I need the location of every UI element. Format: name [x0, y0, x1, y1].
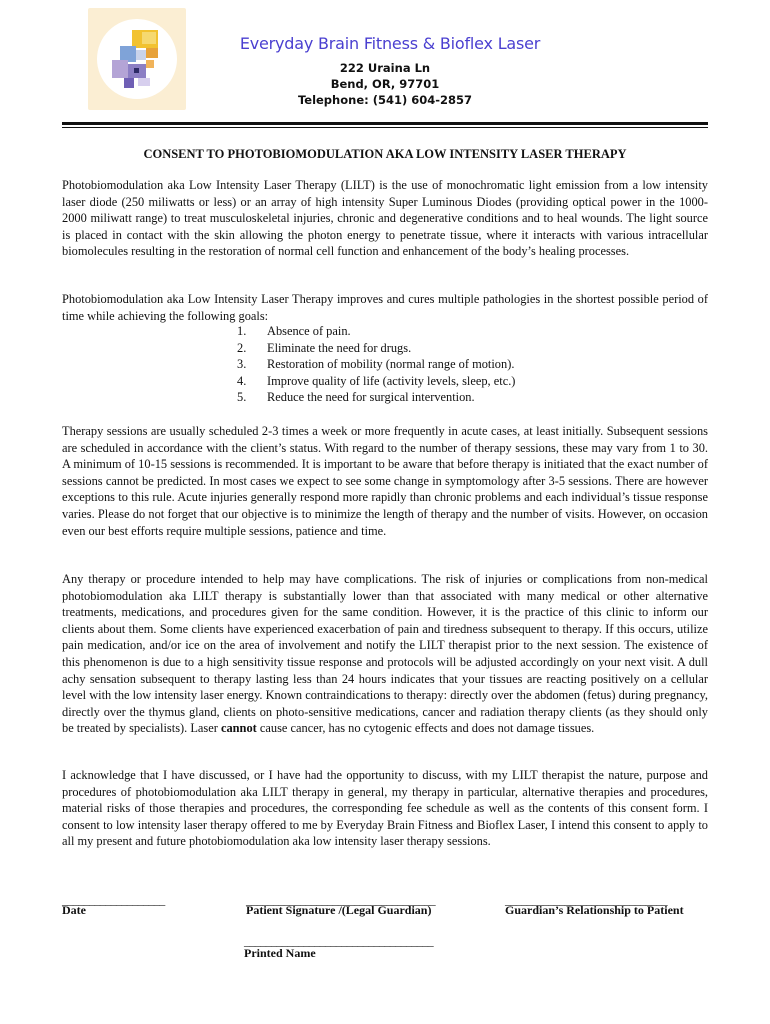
clinic-address	[235, 60, 535, 108]
complications-emphasis: cannot	[220, 721, 257, 736]
complications-text: Any therapy or procedure intended to help may have complications. The risk of injuries or complications from non-medical photobiomodulation aka LILT therapy is substantially lower than that associated with many medical or other alternative treatments, medications, and procedures given for the same condition. However, it is the practice of this clinic to inform our clients about them. Some clients have experienced exacerbation of pain and tiredness subsequent to therapy. If this occurs, utilize pain medication, and/or ice on the area of involvement and notify the LILT therapist prior to the next session. The existence of this phenomenon is due to a high sensitivity tissue response and protocols will be adjusted accordingly on your next visit. A dull achy sensation subsequent to therapy lasting less than 24 hours indicates that your tissues are reacting positively on a cellular level with the low intensity laser energy. Known contraindications to therapy: directly over the abdomen (fetus) during pregnancy, directly over the thymus gland, clients on photo-sensitive medications, cancer and radiation therapy clients (as they should only be treated by specialists). Laser	[62, 572, 708, 736]
goal-text: Reduce the need for surgical intervention.	[267, 390, 475, 405]
patient-signature-line[interactable]: ___________________________________	[246, 893, 436, 907]
goal-item	[237, 340, 515, 357]
goal-number: 2.	[237, 340, 247, 355]
header-divider-thick	[62, 122, 708, 125]
clinic-phone: Telephone: (541) 604-2857	[297, 93, 473, 107]
paragraph-definition: Photobiomodulation aka Low Intensity Laser Therapy (LILT) is the use of monochromatic light emission from a low intensity laser diode (250 miliwatts or less) or an array of high intensity Super Luminous Diodes (providing optical power in the 1000-2000 miliwatt range) to treat musculoskeletal injuries, chronic and degenerative conditions and to heal wounds. The light source is placed in contact with the skin allowing the photon energy to penetrate tissue, where it interacts with various intracellular biomolecules resulting in the restoration of normal cell function and enhancement of the body’s healing processes.	[62, 178, 708, 259]
goal-item	[237, 323, 515, 340]
goal-text: Improve quality of life (activity levels, sleep, etc.)	[267, 373, 516, 388]
document-title: CONSENT TO PHOTOBIOMODULATION AKA LOW INTENSITY LASER THERAPY	[143, 147, 627, 161]
guardian-relationship-label: Guardian’s Relationship to Patient	[505, 903, 684, 917]
paragraph-acknowledgement: I acknowledge that I have discussed, or I have had the opportunity to discuss, with my LILT therapist the nature, purpose and procedures of photobiomodulation aka LILT therapy in general, my therapy in particular, alternative therapies and procedures, material risks of those therapies and procedures, the corresponding fee schedule as well as the contents of this consent form. I consent to low intensity laser therapy offered to me by Everyday Brain Fitness and Bioflex Laser, I intend this consent to apply to all my present and future photobiomodulation aka low intensity laser therapy sessions.	[62, 768, 708, 849]
clinic-logo	[88, 8, 186, 110]
clinic-name: Everyday Brain Fitness & Bioflex Laser	[239, 34, 541, 53]
header-divider-thin	[62, 127, 708, 128]
date-signature-line[interactable]: ___________________	[62, 893, 165, 907]
paragraph-goals-intro: Photobiomodulation aka Low Intensity Laser Therapy improves and cures multiple pathologies in the shortest possible period of time while achieving the following goals:	[62, 292, 708, 323]
goals-list	[237, 323, 515, 406]
goal-number: 5.	[237, 390, 247, 405]
address-street: 222 Uraina Ln	[339, 61, 431, 75]
goal-text: Restoration of mobility (normal range of motion).	[267, 357, 515, 372]
goal-item	[237, 389, 515, 406]
goal-text: Eliminate the need for drugs.	[267, 340, 412, 355]
date-label: Date	[62, 903, 86, 917]
goal-text: Absence of pain.	[267, 324, 351, 338]
printed-name-line[interactable]: ___________________________________	[244, 934, 434, 948]
goal-number: 1.	[237, 324, 247, 338]
address-city: Bend, OR, 97701	[330, 77, 440, 91]
guardian-relationship-line[interactable]: ______________________________	[505, 893, 668, 907]
patient-signature-label: Patient Signature /(Legal Guardian)	[246, 903, 432, 917]
goal-number: 4.	[237, 373, 247, 388]
paragraph-complications	[62, 571, 708, 737]
complications-tail: cause cancer, has no cytogenic effects and does not damage tissues.	[259, 721, 595, 736]
printed-name-label: Printed Name	[244, 946, 316, 960]
logo-mosaic-icon	[88, 8, 186, 110]
paragraph-sessions: Therapy sessions are usually scheduled 2-3 times a week or more frequently in acute cases, at least initially. Subsequent sessions are scheduled in accordance with the client’s status. With regard to the number of therapy sessions, these may vary from 1 to 30. A minimum of 10-15 sessions is recommended. It is important to be aware that before therapy is initiated that the exact number of sessions cannot be predicted. In most cases we expect to see some change in symptomology after 3-5 sessions. There are however exceptions to this rule. Acute injuries generally respond more rapidly than chronic problems and each individual’s tissue response varies. Please do not forget that our objective is to minimize the length of therapy and the number of visits. However, on occasion even our best efforts require multiple sessions, patience and time.	[62, 424, 708, 538]
goal-item	[237, 373, 515, 390]
goal-number: 3.	[237, 357, 247, 372]
goal-item	[237, 356, 515, 373]
